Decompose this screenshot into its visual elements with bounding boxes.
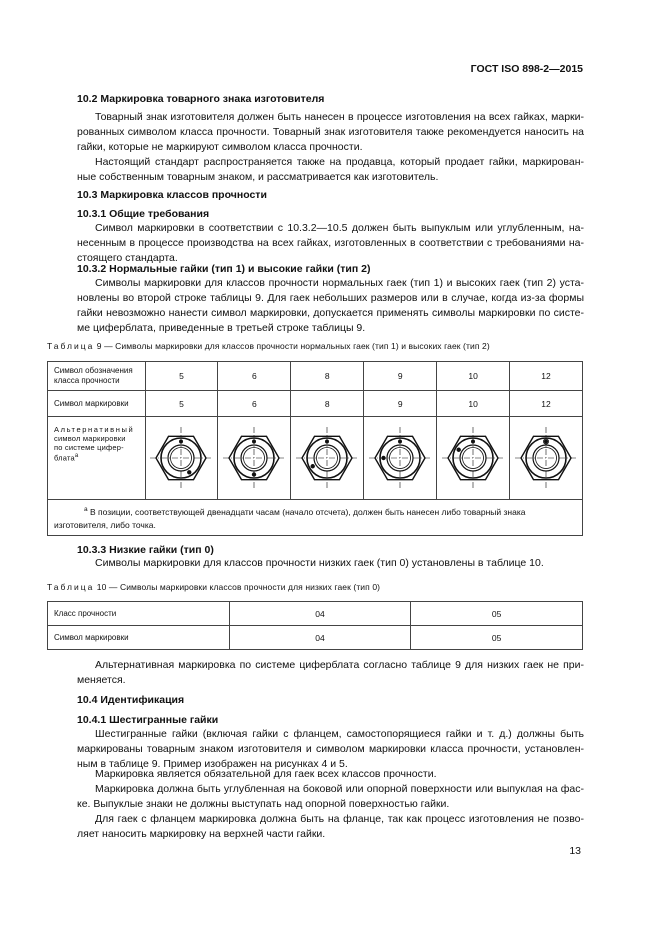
- class-cell: 05: [411, 602, 583, 626]
- mark-cell: 9: [364, 391, 437, 417]
- mark-cell: 04: [229, 626, 411, 650]
- caption-word: Таблица: [47, 341, 95, 351]
- line: Товарный знак изготовителя должен быть нанесен в процессе изготовления на всех гайках, марки-: [95, 111, 584, 123]
- nut-drawing: [442, 427, 504, 489]
- line: Символы маркировки для классов прочности нормальных гаек (тип 1) и высоких гаек (тип 2) уста-: [95, 277, 584, 289]
- hour-marker: [252, 472, 256, 476]
- section-10-3-1-paragraph: [77, 221, 584, 266]
- nut-drawing: [223, 427, 285, 489]
- line: Настоящий стандарт распространяется также на продавца, который продает гайки, маркирован-: [95, 156, 584, 168]
- footnote-ref: a: [74, 453, 79, 459]
- section-10-4-1-paragraph-4: [77, 812, 584, 842]
- nut-cell: [364, 417, 437, 500]
- line: Маркировка должна быть углубленная на боковой или опорной поверхности или выпуклая на фас-: [95, 783, 584, 795]
- nut-dial-icon: [146, 423, 216, 493]
- nut-drawing: [515, 427, 577, 489]
- footnote: [48, 500, 583, 536]
- section-10-4-1-paragraph-1: [77, 727, 584, 772]
- line: стоящего стандарта.: [77, 252, 178, 264]
- section-10-4-title: 10.4 Идентификация: [77, 694, 185, 706]
- hour-marker: [457, 448, 461, 452]
- mark-cell: 05: [411, 626, 583, 650]
- line: гайки, которые не маркируют символом класса прочности.: [77, 141, 363, 153]
- row-label: Символ маркировки: [48, 391, 146, 417]
- mark-cell: 12: [510, 391, 583, 417]
- footnote-line: В позиции, соответствующей двенадцати часам (начало отсчета), должен быть нанесен либо товарный: [90, 506, 502, 517]
- origin-dot: [471, 440, 475, 444]
- line: маркированы товарным знаком изготовителя и символом маркировки класса прочности, установлен-: [77, 743, 584, 755]
- nut-cell: [510, 417, 583, 500]
- nut-cell: [291, 417, 364, 500]
- row-label-line: по системе цифер-: [54, 443, 124, 452]
- line: гайки невозможно нанести символ маркировки, допускается применять символы маркировки по систе-: [77, 307, 584, 319]
- hour-marker: [188, 470, 192, 474]
- section-10-3-2-paragraph: [77, 276, 584, 336]
- section-10-2-paragraph-1: [77, 110, 584, 155]
- hour-marker: [381, 456, 385, 460]
- table-9-row-classes: [48, 362, 583, 391]
- nut-drawing: [369, 427, 431, 489]
- origin-dot: [398, 440, 402, 444]
- row-label: [48, 362, 146, 391]
- nut-dial-icon: [292, 423, 362, 493]
- table-9-row-marks: [48, 391, 583, 417]
- section-10-4-1-paragraph-2: Маркировка является обязательной для гаек всех классов прочности.: [95, 768, 437, 780]
- mark-cell: 8: [291, 391, 364, 417]
- table-10-row-marks: [48, 626, 583, 650]
- after-table-10-paragraph: [77, 658, 584, 688]
- nut-drawing: [150, 427, 212, 489]
- section-10-4-1-paragraph-3: [77, 782, 584, 812]
- origin-dot: [252, 440, 256, 444]
- row-label-line: [54, 452, 145, 463]
- nut-dial-icon: [365, 423, 435, 493]
- row-label-line: символ маркировки: [54, 434, 126, 443]
- standard-header: ГОСТ ISO 898-2—2015: [470, 63, 583, 75]
- section-10-3-3-title: 10.3.3 Низкие гайки (тип 0): [77, 544, 214, 556]
- nut-dial-icon: [511, 423, 581, 493]
- line: Шестигранные гайки (включая гайки с фланцем, самостопорящиеся гайки и т. д.) должны быть: [95, 728, 584, 740]
- row-label-line: класса прочности: [54, 376, 120, 385]
- row-label-line: Альтернативный: [54, 425, 135, 434]
- section-10-3-title: 10.3 Маркировка классов прочности: [77, 189, 267, 201]
- footnote-mark: a: [84, 506, 88, 513]
- nut-cell: [437, 417, 510, 500]
- table-9-row-clock: [48, 417, 583, 500]
- section-10-2-paragraph-2: [77, 155, 584, 185]
- section-10-3-3-paragraph: Символы маркировки для классов прочности низких гаек (тип 0) установлены в таблице 10.: [95, 557, 544, 569]
- line: ляет наносить маркировку на верхней части гайки.: [77, 828, 326, 840]
- nut-dial-icon: [438, 423, 508, 493]
- line: несенным в процессе производства на всех гайках, изготовленных в соответствии с требованиями на-: [77, 237, 584, 249]
- nut-cell: [218, 417, 291, 500]
- row-label: [48, 417, 146, 500]
- row-label: Класс прочности: [48, 602, 230, 626]
- section-10-2-title: 10.2 Маркировка товарного знака изготовителя: [77, 93, 325, 105]
- table-10: [47, 601, 583, 650]
- caption-word: Таблица: [47, 582, 95, 592]
- mark-cell: 10: [437, 391, 510, 417]
- line: ным в таблице 9. Пример изображен на рисунках 4 и 5.: [77, 758, 348, 770]
- hour-marker: [311, 464, 315, 468]
- origin-dot: [179, 440, 183, 444]
- section-10-3-1-title: 10.3.1 Общие требования: [77, 208, 210, 220]
- class-cell: 9: [364, 362, 437, 391]
- nut-cell: [145, 417, 218, 500]
- section-10-3-2-title: 10.3.2 Нормальные гайки (тип 1) и высокие гайки (тип 2): [77, 263, 371, 275]
- table-9-row-footnote: [48, 500, 583, 536]
- line: ные собственным товарным знаком, и рассматривается как изготовитель.: [77, 171, 439, 183]
- origin-dot: [325, 440, 329, 444]
- class-cell: 04: [229, 602, 411, 626]
- table-10-caption: [47, 582, 380, 592]
- line: Альтернативная маркировка по системе циферблата согласно таблице 9 для низких гаек не при-: [95, 659, 584, 671]
- row-label: Символ маркировки: [48, 626, 230, 650]
- line: рованных символом класса прочности. Товарный знак изготовителя также рекомендуется наносить на: [77, 126, 584, 138]
- class-cell: 8: [291, 362, 364, 391]
- class-cell: 5: [145, 362, 218, 391]
- line: новлены во второй строке таблицы 9. Для гаек небольших размеров или в случае, когда из-за формы: [77, 292, 584, 304]
- line: Символ маркировки в соответствии с 10.3.2—10.5 должен быть выпуклым или углубленным, на-: [95, 222, 584, 234]
- table-9: [47, 361, 583, 536]
- mark-cell: 6: [218, 391, 291, 417]
- line: ке. Выпуклые знаки не должны выступать над опорной поверхностью гайки.: [77, 798, 450, 810]
- line: ме циферблата, приведенные в третьей строке таблицы 9.: [77, 322, 366, 334]
- mark-cell: 5: [145, 391, 218, 417]
- table-9-caption: [47, 341, 490, 351]
- origin-dot: [544, 440, 548, 444]
- caption-text: 9 — Символы маркировки для классов прочности нормальных гаек (тип 1) и высоких гаек (тип 2): [96, 341, 490, 351]
- line: меняется.: [77, 674, 126, 686]
- nut-drawing: [296, 427, 358, 489]
- row-label-text: блата: [54, 453, 75, 463]
- footnote-line: знака изготовителя, либо точка.: [54, 506, 526, 530]
- nut-dial-icon: [219, 423, 289, 493]
- caption-text: 10 — Символы маркировки классов прочности для низких гаек (тип 0): [96, 582, 381, 592]
- page-number: 13: [569, 845, 581, 857]
- line: Для гаек с фланцем маркировка должна быть на фланце, так как процесс изготовления не позво-: [95, 813, 584, 825]
- class-cell: 10: [437, 362, 510, 391]
- table-10-row-classes: [48, 602, 583, 626]
- row-label-line: Символ обозначения: [54, 366, 133, 375]
- class-cell: 12: [510, 362, 583, 391]
- section-10-4-1-title: 10.4.1 Шестигранные гайки: [77, 714, 219, 726]
- class-cell: 6: [218, 362, 291, 391]
